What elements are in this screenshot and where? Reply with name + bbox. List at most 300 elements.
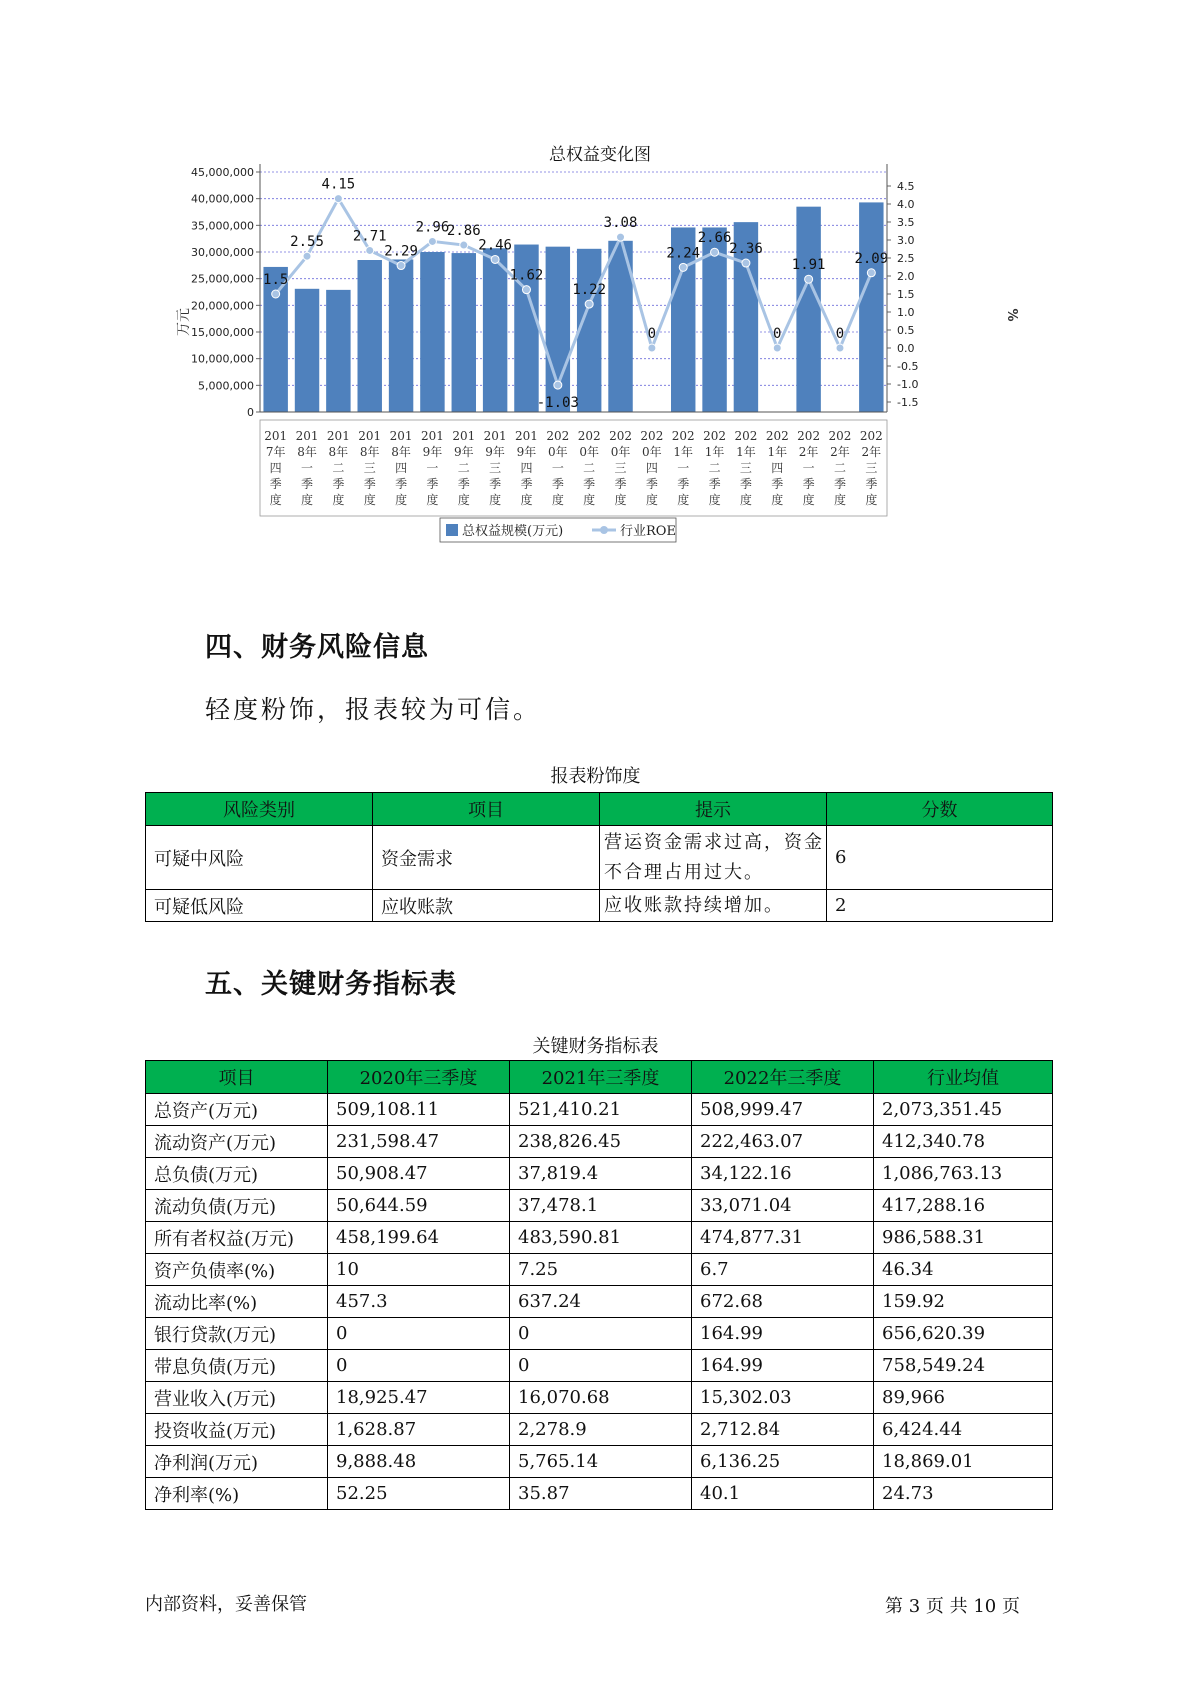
kpi-item-label: 资产负债率(%) (146, 1254, 328, 1286)
x-tick-label-line: 季 (802, 477, 815, 491)
kpi-value: 0 (510, 1318, 692, 1350)
x-tick-label-line: 度 (395, 493, 408, 507)
x-tick-label-line: 度 (457, 493, 470, 507)
roe-line-series (263, 177, 888, 411)
roe-point (867, 269, 875, 277)
roe-point (554, 381, 562, 389)
x-tick-label-line: 0年 (642, 445, 662, 459)
kpi-value: 2,278.9 (510, 1414, 692, 1446)
roe-data-label: 2.66 (697, 230, 732, 247)
x-tick-label-line: 度 (332, 493, 345, 507)
x-tick-label (703, 429, 726, 507)
bar (326, 290, 350, 412)
roe-point (491, 255, 499, 263)
y-tick-label: 35,000,000 (191, 219, 254, 233)
x-tick-label-line: 季 (833, 477, 846, 491)
x-tick-label-line: 季 (614, 477, 627, 491)
section-heading-risk: 四、财务风险信息 (205, 632, 429, 663)
x-tick-label-line: 季 (395, 477, 408, 491)
x-tick-label-line: 1年 (704, 445, 725, 459)
category-frame (260, 420, 887, 516)
roe-point (585, 300, 593, 308)
roe-point (617, 233, 625, 241)
x-tick-label-line: 四 (645, 461, 658, 475)
chart-gridlines (260, 172, 887, 385)
x-tick-label-line: 季 (426, 477, 439, 491)
x-tick-label (484, 429, 507, 507)
kpi-value: 412,340.78 (874, 1126, 1053, 1158)
kpi-value: 1,628.87 (328, 1414, 510, 1446)
y2-tick-label: 0.5 (897, 324, 915, 337)
x-tick-label-line: 202 (609, 429, 632, 443)
kpi-value: 231,598.47 (328, 1126, 510, 1158)
x-tick-label-line: 季 (708, 477, 721, 491)
x-tick-label-line: 1年 (767, 445, 788, 459)
x-tick-label-line: 度 (363, 493, 376, 507)
roe-data-label: 1.91 (791, 257, 826, 274)
x-tick-label-line: 202 (703, 429, 727, 443)
risk-item: 应收账款 (373, 890, 600, 922)
x-tick-label-line: 201 (515, 429, 538, 443)
x-tick-label-line: 201 (389, 429, 413, 443)
kpi-value: 18,869.01 (874, 1446, 1053, 1478)
kpi-value: 6.7 (692, 1254, 874, 1286)
risk-category: 可疑中风险 (146, 826, 373, 890)
x-tick-label (766, 429, 789, 507)
kpi-value: 656,620.39 (874, 1318, 1053, 1350)
risk-table-header (146, 793, 1053, 826)
x-tick-label-line: 二 (833, 461, 846, 475)
x-tick-label-line: 202 (797, 429, 821, 443)
kpi-item-label: 所有者权益(万元) (146, 1222, 328, 1254)
x-tick-label-line: 201 (358, 429, 382, 443)
kpi-value: 16,070.68 (510, 1382, 692, 1414)
kpi-header-2021: 2021年三季度 (510, 1061, 692, 1094)
table-row (146, 1382, 1053, 1414)
x-tick-label-line: 201 (420, 429, 444, 443)
x-tick-label-line: 202 (734, 429, 758, 443)
x-tick-label-line: 三 (489, 461, 502, 475)
y2-tick-label: 1.5 (897, 288, 915, 301)
table-row (146, 1478, 1053, 1510)
x-tick-label-line: 2年 (830, 445, 850, 459)
x-tick-label-line: 度 (489, 493, 502, 507)
kpi-item-label: 银行贷款(万元) (146, 1318, 328, 1350)
roe-data-label: 2.46 (478, 237, 512, 254)
x-tick-label (296, 429, 319, 507)
x-tick-label-line: 度 (771, 493, 784, 507)
legend-label-line: 行业ROE (620, 524, 676, 539)
y2-tick-label: 2.5 (897, 252, 915, 265)
kpi-value: 37,478.1 (510, 1190, 692, 1222)
risk-tip: 应收账款持续增加。 (600, 890, 827, 922)
y-tick-label: 40,000,000 (191, 192, 254, 206)
x-tick-label-line: 一 (551, 461, 564, 475)
kpi-value: 0 (328, 1350, 510, 1382)
kpi-header-item: 项目 (146, 1061, 328, 1094)
kpi-value: 37,819.4 (510, 1158, 692, 1190)
x-tick-label-line: 四 (520, 461, 533, 475)
kpi-value: 7.25 (510, 1254, 692, 1286)
bar (452, 253, 476, 412)
risk-header-score: 分数 (827, 793, 1053, 826)
kpi-item-label: 净利率(%) (146, 1478, 328, 1510)
table-row (146, 1318, 1053, 1350)
x-tick-label-line: 三 (614, 461, 627, 475)
kpi-value: 159.92 (874, 1286, 1053, 1318)
y2-tick-label: 0.0 (897, 342, 915, 355)
risk-header-item: 项目 (373, 793, 600, 826)
x-tick-label-line: 201 (326, 429, 350, 443)
x-tick-label (609, 429, 632, 507)
roe-data-label: 4.15 (321, 176, 356, 193)
roe-point (460, 241, 468, 249)
kpi-value: 10 (328, 1254, 510, 1286)
x-tick-label-line: 季 (677, 477, 690, 491)
x-tick-label (452, 429, 475, 507)
left-axis-ticks (191, 166, 260, 419)
kpi-value: 34,122.16 (692, 1158, 874, 1190)
table-row (146, 890, 1053, 922)
y-tick-label: 20,000,000 (191, 299, 254, 313)
x-tick-label-line: 9年 (422, 445, 443, 459)
right-axis-ticks (887, 180, 918, 409)
x-tick-label-line: 一 (426, 461, 439, 475)
table-row (146, 826, 1053, 890)
x-tick-label-line: 202 (859, 429, 883, 443)
kpi-value: 50,644.59 (328, 1190, 510, 1222)
x-tick-label-line: 四 (771, 461, 784, 475)
x-tick-label-line: 度 (708, 493, 721, 507)
x-tick-label (578, 429, 601, 507)
x-tick-label-line: 三 (865, 461, 878, 475)
kpi-value: 2,073,351.45 (874, 1094, 1053, 1126)
x-tick-label-line: 季 (269, 477, 282, 491)
roe-point (428, 237, 436, 245)
x-tick-label (358, 429, 381, 507)
roe-point (303, 252, 311, 260)
roe-point (836, 344, 844, 352)
x-tick-label (515, 429, 538, 507)
x-tick-label-line: 四 (395, 461, 408, 475)
risk-table-caption: 报表粉饰度 (550, 766, 641, 787)
y2-tick-label: 4.5 (897, 180, 915, 193)
x-tick-label-line: 度 (426, 493, 439, 507)
bar (577, 249, 601, 412)
roe-data-label: 2.86 (446, 223, 481, 240)
y-tick-label: 5,000,000 (198, 379, 254, 393)
x-tick-label-line: 季 (457, 477, 470, 491)
roe-point (334, 195, 342, 203)
kpi-value: 238,826.45 (510, 1126, 692, 1158)
risk-score: 2 (827, 890, 1053, 922)
kpi-value: 18,925.47 (328, 1382, 510, 1414)
y2-tick-label: -1.5 (897, 396, 919, 409)
table-row (146, 1254, 1053, 1286)
x-tick-label-line: 0年 (548, 445, 568, 459)
x-tick-label-line: 2年 (798, 445, 819, 459)
table-row (146, 1446, 1053, 1478)
kpi-value: 89,966 (874, 1382, 1053, 1414)
x-tick-label-line: 季 (865, 477, 878, 491)
risk-header-category: 风险类别 (146, 793, 373, 826)
kpi-value: 509,108.11 (328, 1094, 510, 1126)
kpi-table-header (146, 1061, 1053, 1094)
x-tick-label-line: 201 (483, 429, 507, 443)
kpi-value: 24.73 (874, 1478, 1053, 1510)
roe-data-label: 2.36 (729, 241, 763, 258)
y-tick-label: 30,000,000 (191, 246, 254, 259)
kpi-value: 2,712.84 (692, 1414, 874, 1446)
kpi-item-label: 总资产(万元) (146, 1094, 328, 1126)
kpi-item-label: 营业收入(万元) (146, 1382, 328, 1414)
roe-point (805, 275, 813, 283)
kpi-value: 35.87 (510, 1478, 692, 1510)
kpi-value: 474,877.31 (692, 1222, 874, 1254)
y-axis-label: 万元 (176, 308, 192, 336)
roe-data-label: 1.5 (263, 272, 289, 288)
x-tick-label-line: 二 (457, 461, 470, 475)
kpi-value: 222,463.07 (692, 1126, 874, 1158)
roe-data-label: 2.71 (352, 228, 387, 245)
x-tick-label-line: 1年 (736, 445, 756, 459)
x-tick-label (640, 429, 663, 507)
roe-data-label: 2.55 (290, 234, 324, 251)
kpi-value: 6,424.44 (874, 1414, 1053, 1446)
kpi-item-label: 总负债(万元) (146, 1158, 328, 1190)
y2-tick-label: 3.5 (897, 216, 915, 229)
roe-point (366, 246, 374, 254)
x-tick-label-line: 202 (671, 429, 695, 443)
x-tick-label-line: 季 (489, 477, 502, 491)
kpi-value: 46.34 (874, 1254, 1053, 1286)
kpi-value: 164.99 (692, 1318, 874, 1350)
table-row (146, 1414, 1053, 1446)
kpi-value: 1,086,763.13 (874, 1158, 1053, 1190)
roe-data-label: 2.96 (415, 219, 450, 236)
x-tick-label (860, 429, 883, 507)
kpi-item-label: 带息负债(万元) (146, 1350, 328, 1382)
kpi-value: 458,199.64 (328, 1222, 510, 1254)
legend-label-bar: 总权益规模(万元) (462, 524, 564, 539)
x-tick-label-line: 三 (739, 461, 752, 475)
x-tick-label-line: 度 (677, 493, 690, 507)
kpi-item-label: 净利润(万元) (146, 1446, 328, 1478)
x-tick-label-line: 季 (520, 477, 533, 491)
risk-tip: 营运资金需求过高，资金不合理占用过大。 (600, 826, 827, 890)
x-tick-label-line: 度 (739, 493, 752, 507)
x-tick-label-line: 202 (546, 429, 570, 443)
y2-tick-label: 3.0 (897, 234, 915, 247)
x-tick-label-line: 一 (802, 461, 815, 475)
risk-score: 6 (827, 826, 1053, 890)
y-tick-label: 25,000,000 (191, 272, 254, 286)
y-tick-label: 10,000,000 (191, 352, 254, 366)
kpi-value: 0 (328, 1318, 510, 1350)
footer-confidential: 内部资料，妥善保管 (145, 1594, 307, 1615)
kpi-table-caption: 关键财务指标表 (532, 1036, 659, 1057)
bar (420, 252, 444, 412)
x-tick-label-line: 9年 (485, 445, 505, 459)
x-tick-label-line: 2年 (861, 445, 882, 459)
y2-tick-label: -1.0 (897, 378, 919, 391)
kpi-value: 483,590.81 (510, 1222, 692, 1254)
kpi-value: 758,549.24 (874, 1350, 1053, 1382)
x-tick-label-line: 季 (739, 477, 752, 491)
chart-axes (260, 164, 887, 516)
table-row (146, 1126, 1053, 1158)
x-tick-label-line: 度 (551, 493, 564, 507)
kpi-value: 417,288.16 (874, 1190, 1053, 1222)
kpi-header-2020: 2020年三季度 (328, 1061, 510, 1094)
roe-data-label: 3.08 (603, 215, 638, 232)
kpi-item-label: 流动负债(万元) (146, 1190, 328, 1222)
table-row (146, 1094, 1053, 1126)
bar (295, 289, 319, 412)
kpi-value: 164.99 (692, 1350, 874, 1382)
kpi-value: 457.3 (328, 1286, 510, 1318)
bar (357, 260, 381, 412)
x-tick-label-line: 度 (865, 493, 878, 507)
x-tick-label-line: 1年 (673, 445, 694, 459)
y-tick-label: 15,000,000 (191, 326, 254, 339)
x-tick-label-line: 度 (520, 493, 533, 507)
kpi-item-label: 流动比率(%) (146, 1286, 328, 1318)
x-tick-label-line: 9年 (516, 445, 537, 459)
x-tick-label (327, 429, 350, 507)
bar (483, 248, 507, 412)
kpi-value: 508,999.47 (692, 1094, 874, 1126)
kpi-value: 637.24 (510, 1286, 692, 1318)
table-row (146, 1286, 1053, 1318)
x-tick-label-line: 三 (363, 461, 376, 475)
roe-data-label: 0 (835, 326, 845, 342)
x-tick-label-line: 季 (301, 477, 314, 491)
y2-tick-label: -0.5 (897, 360, 919, 373)
x-tick-label-line: 201 (264, 429, 288, 443)
kpi-table (145, 1060, 1053, 1510)
x-tick-label-line: 8年 (328, 445, 349, 459)
x-tick-label-line: 9年 (453, 445, 474, 459)
x-tick-label-line: 二 (708, 461, 721, 475)
x-tick-label (672, 429, 695, 507)
roe-point (272, 290, 280, 298)
x-tick-label-line: 度 (583, 493, 596, 507)
x-tick-label-line: 季 (645, 477, 658, 491)
roe-data-label: -1.03 (536, 395, 579, 412)
x-tick-label-line: 度 (614, 493, 627, 507)
x-tick-label-line: 季 (332, 477, 345, 491)
roe-data-label: 1.62 (509, 267, 544, 284)
equity-chart (150, 130, 1030, 600)
x-tick-label-line: 度 (833, 493, 846, 507)
kpi-value: 9,888.48 (328, 1446, 510, 1478)
roe-point (397, 262, 405, 270)
legend-swatch-point (600, 526, 608, 534)
x-tick-label-line: 度 (802, 493, 815, 507)
x-tick-label (829, 429, 852, 507)
x-tick-label-line: 8年 (297, 445, 317, 459)
roe-data-label: 1.22 (572, 282, 607, 299)
roe-point (648, 344, 656, 352)
kpi-value: 672.68 (692, 1286, 874, 1318)
x-tick-label-line: 四 (269, 461, 282, 475)
table-row (146, 1222, 1053, 1254)
kpi-header-industry: 行业均值 (874, 1061, 1053, 1094)
kpi-value: 521,410.21 (510, 1094, 692, 1126)
x-tick-label (390, 429, 413, 507)
roe-point (679, 263, 687, 271)
roe-point (711, 248, 719, 256)
risk-item: 资金需求 (373, 826, 600, 890)
roe-data-label: 2.09 (854, 250, 889, 267)
x-axis-labels (264, 429, 883, 507)
kpi-value: 33,071.04 (692, 1190, 874, 1222)
kpi-value: 6,136.25 (692, 1446, 874, 1478)
risk-summary: 轻度粉饰，报表较为可信。 (205, 695, 542, 724)
x-tick-label-line: 二 (583, 461, 596, 475)
bar (796, 207, 820, 412)
roe-data-label: 2.29 (384, 243, 418, 260)
x-tick-label-line: 季 (771, 477, 784, 491)
x-tick-label-line: 一 (677, 461, 690, 475)
kpi-value: 50,908.47 (328, 1158, 510, 1190)
y2-tick-label: 1.0 (897, 306, 915, 319)
table-row (146, 1158, 1053, 1190)
x-tick-label-line: 季 (583, 477, 596, 491)
x-tick-label-line: 7年 (265, 445, 286, 459)
bar (859, 202, 883, 412)
roe-data-label: 0 (773, 326, 782, 342)
y2-axis-label: % (1004, 308, 1019, 322)
kpi-header-2022: 2022年三季度 (692, 1061, 874, 1094)
x-tick-label-line: 度 (645, 493, 658, 507)
table-row (146, 1190, 1053, 1222)
y-tick-label: 45,000,000 (191, 166, 254, 179)
x-tick-label (734, 429, 757, 507)
x-tick-label-line: 202 (828, 429, 852, 443)
x-tick-label (797, 429, 820, 507)
x-tick-label-line: 8年 (359, 445, 380, 459)
kpi-item-label: 流动资产(万元) (146, 1126, 328, 1158)
roe-data-label: 2.24 (666, 245, 701, 262)
kpi-value: 40.1 (692, 1478, 874, 1510)
bar (389, 259, 413, 412)
x-tick-label-line: 度 (301, 493, 314, 507)
x-tick-label (546, 429, 569, 507)
roe-point (522, 286, 530, 294)
risk-category: 可疑低风险 (146, 890, 373, 922)
roe-point (773, 344, 781, 352)
x-tick-label-line: 8年 (391, 445, 411, 459)
x-tick-label-line: 一 (301, 461, 314, 475)
kpi-value: 0 (510, 1350, 692, 1382)
kpi-value: 52.25 (328, 1478, 510, 1510)
x-tick-label-line: 0年 (610, 445, 631, 459)
x-tick-label-line: 季 (551, 477, 564, 491)
bar (263, 267, 287, 412)
kpi-value: 15,302.03 (692, 1382, 874, 1414)
kpi-value: 5,765.14 (510, 1446, 692, 1478)
page-number: 第 3 页 共 10 页 (885, 1596, 1020, 1617)
section-heading-kpi: 五、关键财务指标表 (205, 969, 457, 1000)
risk-header-tip: 提示 (600, 793, 827, 826)
x-tick-label (421, 429, 444, 507)
legend-swatch-bar (446, 524, 458, 536)
y-tick-label: 0 (247, 406, 254, 419)
y2-tick-label: 2.0 (897, 270, 915, 283)
chart-title: 总权益变化图 (549, 145, 651, 165)
